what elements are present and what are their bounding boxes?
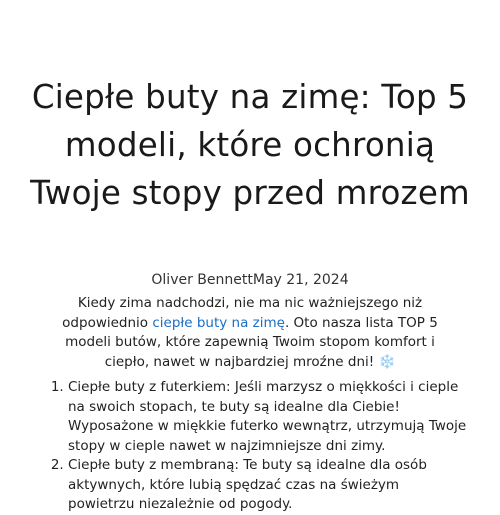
article-intro (52, 294, 448, 372)
publish-date: May 21, 2024 (252, 272, 349, 288)
boots-list (30, 378, 468, 515)
article-title: Ciepłe buty na zimę: Top 5 modeli, które ochronią Twoje stopy przed mrozem (30, 78, 470, 212)
intro-text-start: Kiedy zima nadchodzi, nie ma nic ważniejszego niż odpowiednio (62, 295, 423, 331)
list-item: 1. Ciepłe buty z futerkiem: Jeśli marzysz o miękkości i cieple na swoich stopach, te buty są idealne dla Ciebie! Wyposażone w miękkie futerko wewnątrz, utrzymują Twoje stopy w cieple nawet w najzimniejsze dni zimy. (68, 378, 468, 456)
article-meta (0, 270, 500, 290)
intro-text-end: . Oto nasza lista TOP 5 modeli butów, które zapewnią Twoim stopom komfort i ciepło, nawet w najbardziej mroźne dni! ❄️ (65, 314, 438, 370)
author-name[interactable]: Oliver Bennett (151, 272, 253, 288)
warm-winter-boots-link[interactable]: ciepłe buty na zimę (152, 314, 285, 331)
list-item: 2. Ciepłe buty z membraną: Te buty są idealne dla osób aktywnych, które lubią spędzać czas na świeżym powietrzu niezależnie od pogody. (68, 456, 468, 515)
